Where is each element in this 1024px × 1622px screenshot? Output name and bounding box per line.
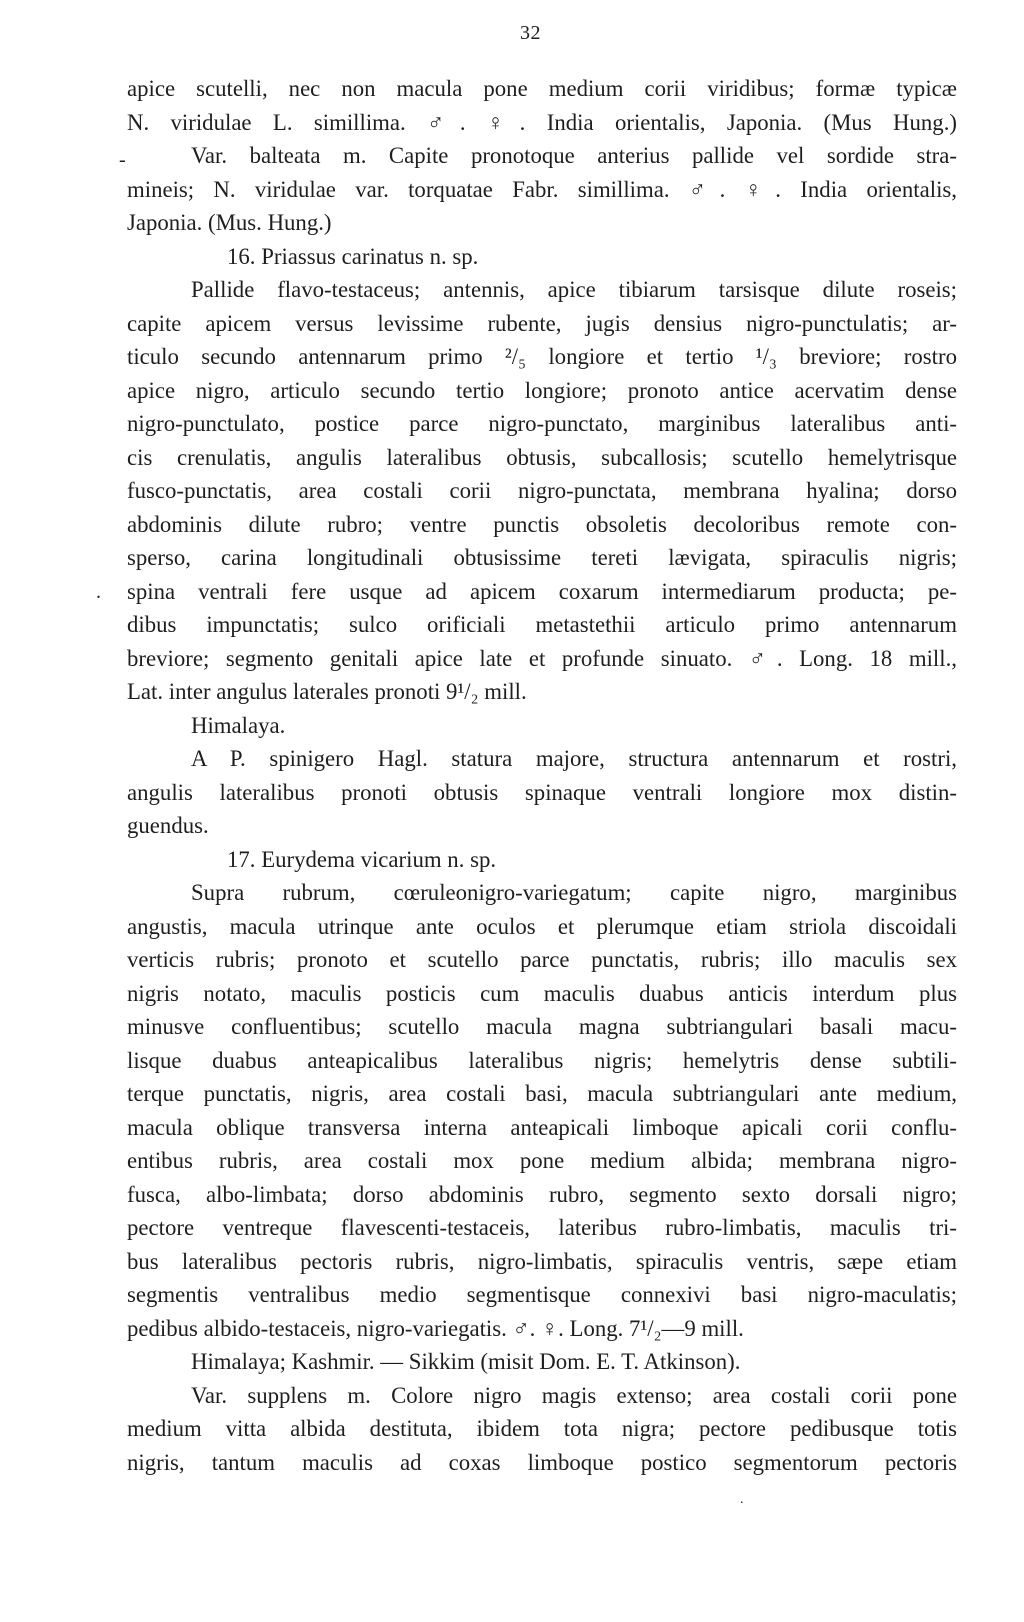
text-line: 17. Eurydema vicarium n. sp. bbox=[227, 846, 497, 872]
text-line: macula oblique transversa interna anteapicali limboque apicali corii conflu- bbox=[127, 1114, 957, 1140]
text-line: spina ventrali fere usque ad apicem coxarum intermediarum producta; pe- bbox=[127, 578, 957, 604]
text-line: nigro-punctulato, postice parce nigro-punctato, marginibus lateralibus anti- bbox=[127, 411, 957, 436]
text-line: Himalaya; Kashmir. — Sikkim (misit Dom. E. T. Atkinson). bbox=[191, 1349, 741, 1374]
text-line: cis crenulatis, angulis lateralibus obtusis, subcallosis; scutello hemelytrisque bbox=[127, 444, 957, 470]
text-line: terque punctatis, nigris, area costali basi, macula subtriangulari ante medium, bbox=[127, 1081, 957, 1106]
text-line: nigris notato, maculis posticis cum maculis duabus anticis interdum plus bbox=[127, 980, 957, 1006]
text-line: N. viridulae L. simillima. ♂. ♀. India orientalis, Japonia. (Mus Hung.) bbox=[127, 109, 957, 135]
text-line: A P. spinigero Hagl. statura majore, structura antennarum et rostri, bbox=[191, 746, 957, 771]
text-line: bus lateralibus pectoris rubris, nigro-limbatis, spiraculis ventris, sæpe etiam bbox=[127, 1248, 957, 1274]
text-line: Himalaya. bbox=[191, 712, 286, 738]
text-line: Lat. inter angulus laterales pronoti 9¹/₂ mill. bbox=[127, 679, 527, 704]
stray-dot-mark: . bbox=[740, 1492, 744, 1507]
text-line: lisque duabus anteapicalibus lateralibus nigris; hemelytris dense subtili- bbox=[127, 1047, 957, 1073]
text-line: sperso, carina longitudinali obtusissime tereti lævigata, spiraculis nigris; bbox=[127, 545, 957, 570]
text-line: minusve confluentibus; scutello macula magna subtriangulari basali macu- bbox=[127, 1014, 957, 1039]
text-line: breviore; segmento genitali apice late et profunde sinuato. ♂. Long. 18 mill., bbox=[127, 645, 957, 671]
text-line: ticulo secundo antennarum primo ²/₅ longiore et tertio ¹/₃ breviore; rostro bbox=[127, 344, 957, 369]
text-line: nigris, tantum maculis ad coxas limboque postico segmentorum pectoris bbox=[127, 1449, 957, 1475]
text-line: capite apicem versus levissime rubente, jugis densius nigro-punctulatis; ar- bbox=[127, 310, 957, 336]
text-line: pectore ventreque flavescenti-testaceis, lateribus rubro-limbatis, maculis tri- bbox=[127, 1215, 957, 1240]
body-text bbox=[127, 72, 957, 1479]
text-line: verticis rubris; pronoto et scutello parce punctatis, rubris; illo maculis sex bbox=[127, 947, 957, 972]
page-number: 32 bbox=[520, 22, 541, 44]
text-line: angustis, macula utrinque ante oculos et plerumque etiam striola discoidali bbox=[127, 913, 957, 939]
margin-dot-mark: . bbox=[96, 581, 101, 603]
text-line: entibus rubris, area costali mox pone medium albida; membrana nigro- bbox=[127, 1148, 957, 1173]
text-line: segmentis ventralibus medio segmentisque connexivi basi nigro-maculatis; bbox=[127, 1282, 957, 1307]
text-line: Var. supplens m. Colore nigro magis extenso; area costali corii pone bbox=[191, 1382, 957, 1408]
text-line: Pallide flavo-testaceus; antennis, apice tibiarum tarsisque dilute roseis; bbox=[191, 277, 957, 302]
text-line: apice scutelli, nec non macula pone medium corii viridibus; formæ typicæ bbox=[127, 76, 957, 101]
text-line: abdominis dilute rubro; ventre punctis obsoletis decoloribus remote con- bbox=[127, 511, 957, 537]
text-line: 16. Priassus carinatus n. sp. bbox=[227, 243, 479, 269]
text-line: Japonia. (Mus. Hung.) bbox=[127, 210, 332, 235]
text-line: fusca, albo-limbata; dorso abdominis rubro, segmento sexto dorsali nigro; bbox=[127, 1181, 957, 1207]
text-line: fusco-punctatis, area costali corii nigro-punctata, membrana hyalina; dorso bbox=[127, 478, 957, 503]
text-line: dibus impunctatis; sulco orificiali metastethii articulo primo antennarum bbox=[127, 612, 957, 637]
text-line: apice nigro, articulo secundo tertio longiore; pronoto antice acervatim dense bbox=[127, 377, 957, 403]
text-line: pedibus albido-testaceis, nigro-variegatis. ♂. ♀. Long. 7¹/₂—9 mill. bbox=[127, 1315, 744, 1341]
margin-dash-mark: - bbox=[119, 149, 126, 171]
text-line: angulis lateralibus pronoti obtusis spinaque ventrali longiore mox distin- bbox=[127, 779, 957, 805]
text-line: medium vitta albida destituta, ibidem tota nigra; pectore pedibusque totis bbox=[127, 1416, 957, 1441]
text-line: Supra rubrum, cœruleonigro-variegatum; capite nigro, marginibus bbox=[191, 880, 957, 905]
text-line: guendus. bbox=[127, 813, 209, 838]
text-line: mineis; N. viridulae var. torquatae Fabr. simillima. ♂. ♀. India orientalis, bbox=[127, 176, 957, 202]
text-line: Var. balteata m. Capite pronotoque anterius pallide vel sordide stra- bbox=[191, 143, 957, 168]
